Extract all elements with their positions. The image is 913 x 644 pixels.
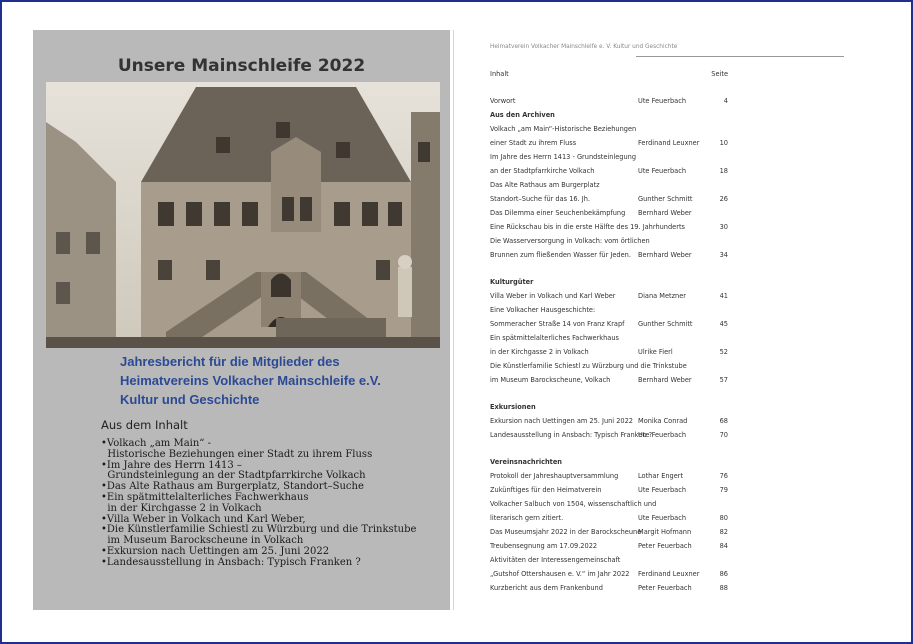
toc-entry-author: Diana Metzner [638,292,687,300]
bullet-line: •Das Alte Rathaus am Burgerplatz, Standort–Suche [101,481,364,493]
toc-entry-title: Standort–Suche für das 16. Jh. [490,195,590,203]
cover-subtitle [120,352,450,409]
toc-entry-author: Ferdinand Leuxner [638,570,700,578]
toc-entry-author: Ute Feuerbach [638,486,687,494]
bullet-line: im Museum Barockscheune in Volkach [101,535,304,547]
bullet-line: •Die Künstlerfamilie Schiestl zu Würzburg und die Trinkstube [101,524,417,536]
bullet-line: •Landesausstellung in Ansbach: Typisch Franken ? [101,556,361,568]
toc-entry-page: 30 [719,223,728,231]
toc-entry-title: Die Künstlerfamilie Schiestl zu Würzburg und die Trinkstube [490,362,687,370]
toc-entry-author: Ferdinand Leuxner [638,139,700,147]
bullet-line: •Ein spätmittelalterliches Fachwerkhaus [101,491,309,503]
toc-entry-page: 10 [719,139,728,147]
toc-entry-page: 70 [719,431,728,439]
subtitle-line: Kultur und Geschichte [120,392,260,407]
toc-entry-author: Bernhard Weber [638,209,692,217]
toc-entry-author: Peter Feuerbach [638,584,692,592]
toc-entry-title: Zukünftiges für den Heimatverein [490,486,602,494]
toc-entry-page: 57 [719,376,728,384]
toc-entry-title: Kurzbericht aus dem Frankenbund [490,584,603,592]
toc-entry-page: 52 [719,348,728,356]
toc-entry-title: im Museum Barockscheune, Volkach [490,376,611,384]
toc-entry-title: einer Stadt zu ihrem Fluss [490,139,577,147]
toc-entry-title: Villa Weber in Volkach und Karl Weber [490,292,616,300]
toc-entry-page: 84 [719,542,728,550]
col-inhalt: Inhalt [490,70,509,78]
toc-entry-page: 76 [719,472,728,480]
toc-entry-author: Monika Conrad [638,417,688,425]
toc-entry-title: Exkursionen [490,403,536,411]
toc-entry-page: 26 [719,195,728,203]
toc-entry-title: an der Stadtpfarrkirche Volkach [490,167,595,175]
header-rule [636,56,844,57]
bullet-line: •Villa Weber in Volkach und Karl Weber, [101,513,306,525]
toc-entry-title: Vereinsnachrichten [490,458,562,466]
toc-entry-page: 79 [719,486,728,494]
inhalt-heading: Aus dem Inhalt [101,418,188,432]
toc-entry-author: Gunther Schmitt [638,320,693,328]
toc-entry-page: 34 [719,251,728,259]
toc-entry-title: in der Kirchgasse 2 in Volkach [490,348,589,356]
toc-entry-author: Bernhard Weber [638,376,692,384]
bullet-line: •Im Jahre des Herrn 1413 – [101,459,242,471]
toc-entry-title: Das Alte Rathaus am Burgerplatz [490,181,600,189]
toc-entry-title: Ein spätmittelalterliches Fachwerkhaus [490,334,619,342]
toc-entry-page: 41 [719,292,728,300]
bullet-line: Historische Beziehungen einer Stadt zu ihrem Fluss [101,448,373,460]
toc-entry-author: Gunther Schmitt [638,195,693,203]
toc-entry-title: Vorwort [490,97,516,105]
toc-entry-title: Volkach „am Main“-Historische Beziehungen [490,125,637,133]
toc-entry-title: Eine Rückschau bis in die erste Hälfte des 19. Jahrhunderts [490,223,685,231]
toc-entry-author: Lothar Engert [638,472,684,480]
toc-entry-author: Ute Feuerbach [638,431,687,439]
toc-entry-author: Ute Feuerbach [638,167,687,175]
col-seite: Seite [711,70,728,78]
toc-entry-title: Protokoll der Jahreshauptversammlung [490,472,619,480]
bullet-line: •Exkursion nach Uettingen am 25. Juni 2022 [101,545,330,557]
bullet-line: in der Kirchgasse 2 in Volkach [101,502,262,514]
toc-entry-title: Landesausstellung in Ansbach: Typisch Franken ? [490,431,653,439]
toc-entry-title: „Gutshof Ottershausen e. V.“ im Jahr 2022 [490,570,630,578]
toc-entry-author: Peter Feuerbach [638,542,692,550]
toc-entry-title: Brunnen zum fließenden Wasser für Jeden. [490,251,631,259]
toc-entry-author: Ute Feuerbach [638,514,687,522]
toc-entry-title: Treubensegnung am 17.09.2022 [490,542,598,550]
subtitle-line: Heimatvereins Volkacher Mainschleife e.V. [120,373,381,388]
toc-entry-title: Volkacher Salbuch von 1504, wissenschaftlich und [490,500,657,508]
bullet-line: •Volkach „am Main“ - [101,438,211,449]
toc-entry-page: 4 [723,97,728,105]
toc-entry-author: Margit Hofmann [638,528,692,536]
toc-entry-title: Eine Volkacher Hausgeschichte: [490,306,596,314]
toc-entry-title: literarisch gern zitiert. [490,514,564,522]
toc-entry-title: Aus den Archiven [490,111,555,119]
rathaus-photo [46,82,440,348]
page-divider [453,30,454,610]
toc-entry-page: 86 [719,570,728,578]
toc-entry-page: 18 [719,167,728,175]
toc-entry-title: Kulturgüter [490,278,534,286]
toc-entry-page: 88 [719,584,728,592]
cover-title: Unsere Mainschleife 2022 [117,56,366,76]
toc-entry-author: Ute Feuerbach [638,97,687,105]
toc-entry-page: 82 [719,528,728,536]
toc-entry-title: Die Wasserversorgung in Volkach: vom örtlichen [490,237,650,245]
toc-entry-page: 68 [719,417,728,425]
toc-entry-title: Sommeracher Straße 14 von Franz Krapf [490,320,625,328]
toc-entry-title: Im Jahre des Herrn 1413 - Grundsteinlegung [490,153,637,161]
bullet-line: Grundsteinlegung an der Stadtpfarrkirche Volkach [101,470,366,482]
toc-entry-title: Aktivitäten der Interessengemeinschaft [490,556,621,564]
cover-page [33,30,450,610]
toc-entry-title: Das Museumsjahr 2022 in der Barockscheune [490,528,642,536]
toc-entry-page: 80 [719,514,728,522]
running-header: Heimatverein Volkacher Mainschleife e. V. Kultur und Geschichte [490,44,678,50]
toc-entry-title: Das Dilemma einer Seuchenbekämpfung [490,209,626,217]
subtitle-line: Jahresbericht für die Mitglieder des [120,354,340,369]
toc-entry-author: Bernhard Weber [638,251,692,259]
toc-entry-page: 45 [719,320,728,328]
toc-entry-title: Exkursion nach Uettingen am 25. Juni 2022 [490,417,634,425]
cover-bullet-list [101,439,446,569]
toc-entry-author: Ulrike Fierl [638,348,673,356]
